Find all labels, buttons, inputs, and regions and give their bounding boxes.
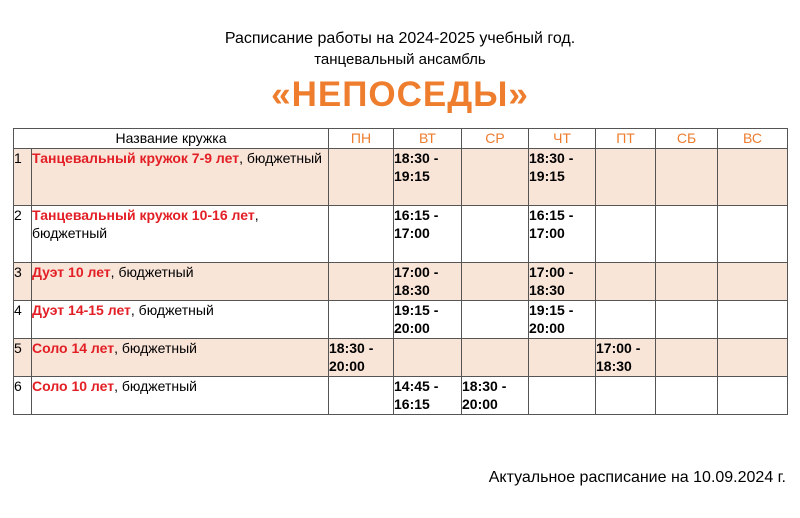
slot-sat [656,206,718,263]
class-funding: , бюджетный [110,264,194,280]
slot-sun [718,263,788,301]
class-name-cell [32,377,329,415]
header [0,28,800,117]
slot-tue: 14:45 - 16:15 [394,377,462,415]
slot-thu: 16:15 - 17:00 [529,206,596,263]
slot-thu [529,339,596,377]
slot-fri [596,377,656,415]
schedule-heading: Расписание работы на 2024-2025 учебный год. [224,30,576,47]
slot-wed: 18:30 - 20:00 [462,377,529,415]
slot-thu: 17:00 - 18:30 [529,263,596,301]
slot-sun [718,377,788,415]
class-name: Дуэт 14-15 лет [32,302,131,318]
class-funding: , бюджетный [114,378,197,394]
slot-thu [529,377,596,415]
slot-sat [656,263,718,301]
class-funding: , бюджетный [32,207,259,241]
ensemble-title: «НЕПОСЕДЫ» [271,75,529,114]
slot-tue: 19:15 - 20:00 [394,301,462,339]
table-row [14,301,788,339]
slot-mon [329,149,394,206]
ensemble-type: танцевальный ансамбль [314,51,486,68]
class-name: Дуэт 10 лет [32,264,111,280]
slot-sat [656,377,718,415]
schedule-table [13,128,788,415]
class-funding: , бюджетный [130,302,214,318]
class-name: Соло 14 лет [32,340,115,356]
column-header-tue: ВТ [394,129,462,149]
slot-sat [656,339,718,377]
class-funding: , бюджетный [239,150,322,166]
class-name: Танцевальный кружок 7-9 лет [32,150,240,166]
class-name-cell [32,301,329,339]
slot-wed [462,339,529,377]
slot-mon [329,263,394,301]
column-header-name: Название кружка [14,129,329,149]
slot-thu: 19:15 - 20:00 [529,301,596,339]
slot-tue [394,339,462,377]
slot-mon [329,206,394,263]
slot-sun [718,149,788,206]
slot-sat [656,301,718,339]
table-header-row [14,129,788,149]
class-name: Соло 10 лет [32,378,115,394]
slot-sun [718,301,788,339]
slot-fri: 17:00 - 18:30 [596,339,656,377]
slot-mon: 18:30 - 20:00 [329,339,394,377]
slot-fri [596,149,656,206]
slot-wed [462,263,529,301]
row-number: 6 [14,377,32,415]
row-number: 3 [14,263,32,301]
table-row [14,339,788,377]
table-row [14,206,788,263]
column-header-mon: ПН [329,129,394,149]
row-number: 1 [14,149,32,206]
slot-tue: 16:15 - 17:00 [394,206,462,263]
class-name-cell [32,206,329,263]
slot-tue: 18:30 - 19:15 [394,149,462,206]
class-funding: , бюджетный [114,340,197,356]
slot-mon [329,301,394,339]
slot-sat [656,149,718,206]
slot-sun [718,206,788,263]
row-number: 2 [14,206,32,263]
column-header-wed: СР [462,129,529,149]
row-number: 4 [14,301,32,339]
column-header-sat: СБ [656,129,718,149]
slot-fri [596,206,656,263]
slot-tue: 17:00 - 18:30 [394,263,462,301]
slot-wed [462,149,529,206]
slot-mon [329,377,394,415]
class-name: Танцевальный кружок 10-16 лет [32,207,255,223]
actual-date-note: Актуальное расписание на 10.09.2024 г. [488,469,786,486]
slot-wed [462,206,529,263]
table-row [14,149,788,206]
column-header-sun: ВС [718,129,788,149]
row-number: 5 [14,339,32,377]
class-name-cell [32,339,329,377]
slot-wed [462,301,529,339]
slot-fri [596,301,656,339]
class-name-cell [32,149,329,206]
column-header-thu: ЧТ [529,129,596,149]
slot-thu: 18:30 - 19:15 [529,149,596,206]
slot-fri [596,263,656,301]
column-header-fri: ПТ [596,129,656,149]
class-name-cell [32,263,329,301]
table-row [14,377,788,415]
slot-sun [718,339,788,377]
table-row [14,263,788,301]
